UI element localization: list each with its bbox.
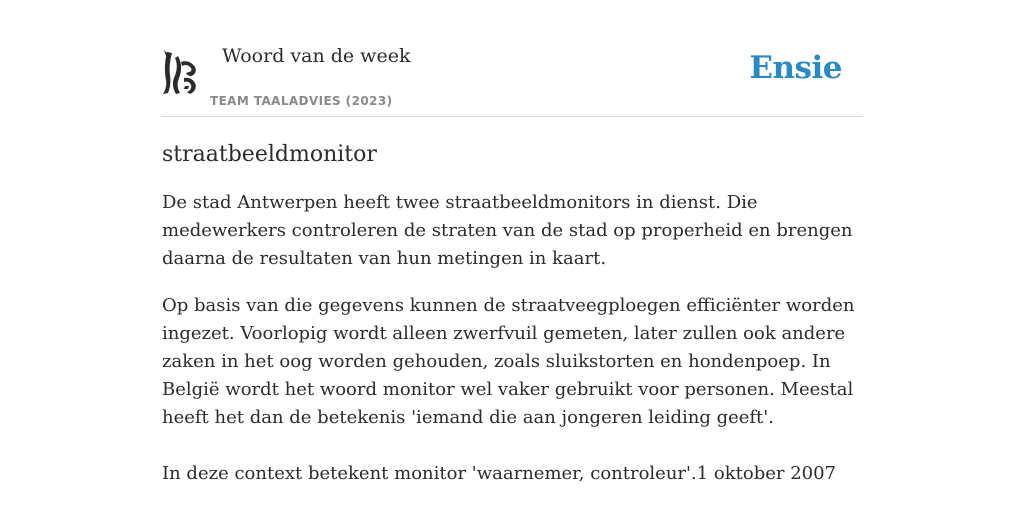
article-paragraph-3: In deze context betekent monitor 'waarnemer, controleur'.1 oktober 2007 [162,463,836,484]
article-paragraph-2: Op basis van die gegevens kunnen de straatveegploegen efficiënter worden ingezet. Voorlopig wordt alleen zwerfvuil gemeten, later zullen ook andere zaken in het oog worden gehouden, zoals sluikstorten en hondenpoep. In België wordt het woord monitor wel vaker gebruikt voor personen. Meestal heeft het dan de betekenis 'iemand die aan jongeren leiding geeft'. [162,295,855,428]
article-paragraph-1: De stad Antwerpen heeft twee straatbeeldmonitors in dienst. Die medewerkers controleren de straten van de stad op properheid en brengen daarna de resultaten van hun metingen in kaart. [162,192,853,269]
term-heading: straatbeeldmonitor [162,142,377,167]
brand-logo-link[interactable]: Ensie [749,50,842,86]
author-label: TEAM TAALADVIES (2023) [210,94,393,108]
content-card [162,0,862,488]
header [162,0,862,117]
section-title: Woord van de week [222,45,411,67]
flemish-lion-logo-icon [162,48,198,96]
